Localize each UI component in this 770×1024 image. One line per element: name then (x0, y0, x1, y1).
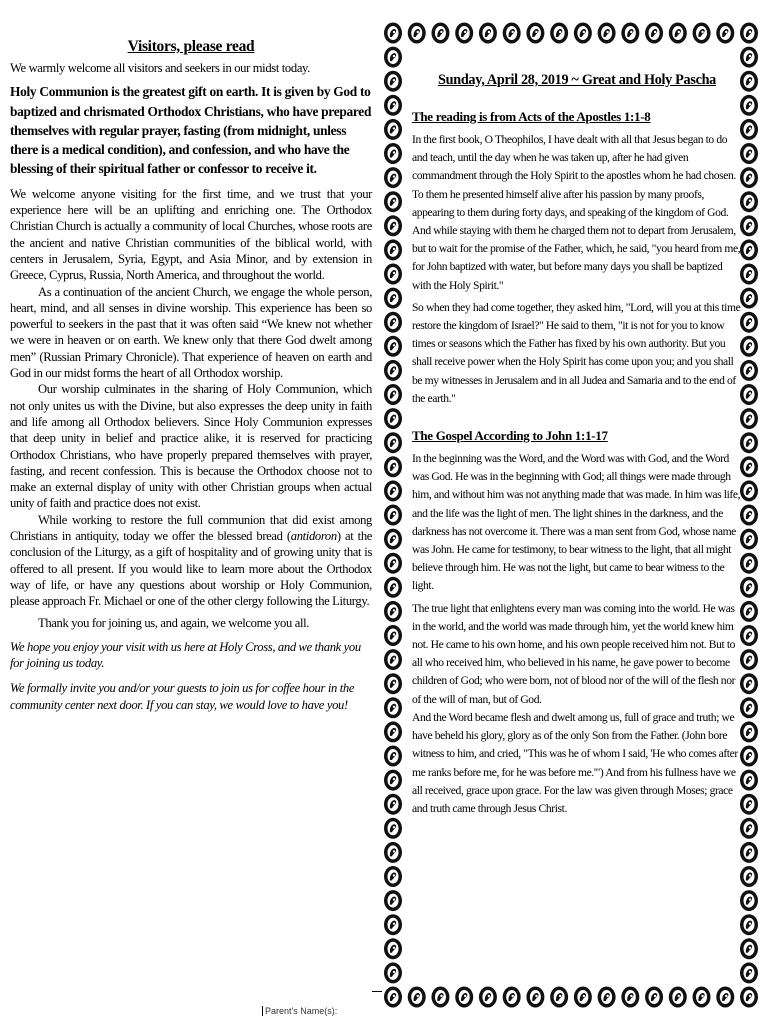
border-tile (740, 770, 758, 791)
coffee-hour-invite: We formally invite you and/or your guests to join us for coffee hour in the community center next door. If you can stay, we would love to have you! (10, 681, 355, 712)
border-tile (384, 215, 402, 236)
border-tile (740, 842, 758, 863)
border-tile (621, 987, 639, 1008)
john-paragraph-3: And the Word became flesh and dwelt among us, full of grace and truth; we have beheld his glory, glory as of the only Son from the Father. (John bore witness to him, and cried, "This was he of whom I said, 'He who comes after me ranks before me, for he was before me.'") And from his fullness have we all received, grace upon grace. For the law was given through Moses; grace and truth came through Jesus Christ. (412, 710, 738, 815)
visitors-column (10, 38, 372, 713)
border-tile (384, 71, 402, 92)
border-tile (384, 312, 402, 333)
border-tile (384, 794, 402, 815)
border-tile (740, 191, 758, 212)
border-tile (384, 529, 402, 550)
border-tile (384, 167, 402, 188)
john-paragraph-1: In the beginning was the Word, and the Word was with God, and the Word was God. He was in the beginning with God; all things were made through him, and without him was not anything made that was made. In him was life, and the life was the light of men. The light shines in the darkness, and the darkness has not overcome it. There was a man sent from God, whose name was John. He came for testimony, to bear witness to the light, that all might believe through him. He was not the light, but came to bear witness to the light. (412, 452, 741, 593)
border-tile (740, 914, 758, 935)
gospel-heading: The Gospel According to John 1:1-17 (412, 428, 608, 444)
welcome-line: We warmly welcome all visitors and seekers in our midst today. (10, 61, 310, 75)
border-tile (740, 697, 758, 718)
border-tile (740, 336, 758, 357)
border-tile (740, 456, 758, 477)
border-tile (693, 987, 711, 1008)
border-tile (598, 987, 616, 1008)
border-tile (384, 601, 402, 622)
border-tile (384, 625, 402, 646)
border-tile (693, 23, 711, 44)
border-tile (550, 23, 568, 44)
antidoron-word: antidoron (290, 529, 337, 544)
border-tile (740, 601, 758, 622)
border-tile (740, 384, 758, 405)
border-tile (384, 480, 402, 501)
parents-name-label: Parent's Name(s): (262, 1006, 337, 1016)
border-tile (384, 649, 402, 670)
border-tile (384, 288, 402, 309)
border-tile (574, 23, 592, 44)
border-tile (740, 529, 758, 550)
border-tile (455, 23, 473, 44)
border-tile (716, 987, 734, 1008)
border-tile (740, 649, 758, 670)
border-tile (740, 408, 758, 429)
border-tile (384, 47, 402, 68)
border-tile (740, 553, 758, 574)
border-tile (740, 47, 758, 68)
border-tile (384, 95, 402, 116)
communion-statement: Holy Communion is the greatest gift on earth. It is given by God to baptized and chrismated Orthodox Christians, who have prepared themselves with regular prayer, fasting (from midnight, unless there is a medical condition), and confession, and who have the blessing of their spiritual father or confessor to receive it. (10, 84, 372, 177)
border-tile (740, 962, 758, 983)
border-tile (455, 987, 473, 1008)
border-tile (740, 577, 758, 598)
border-tile (740, 119, 758, 140)
border-tile (740, 866, 758, 887)
border-tile (384, 505, 402, 526)
border-tile (408, 987, 426, 1008)
border-tile (740, 312, 758, 333)
border-tile (740, 71, 758, 92)
border-tile (384, 432, 402, 453)
border-tile (384, 697, 402, 718)
border-tile (384, 842, 402, 863)
border-tile (740, 721, 758, 742)
border-tile (740, 360, 758, 381)
border-tile (740, 746, 758, 767)
border-tile (503, 23, 521, 44)
readings-frame (382, 22, 760, 1008)
border-tile (384, 577, 402, 598)
border-tile (384, 264, 402, 285)
border-tile (526, 23, 544, 44)
border-tile (384, 408, 402, 429)
border-tile (384, 384, 402, 405)
border-tile (740, 480, 758, 501)
border-tile (479, 987, 497, 1008)
worship-paragraph: As a continuation of the ancient Church, we engage the whole person, heart, mind, and all senses in divine worship. This experience has been so powerful to seekers in the past that it was often said “We knew not whether we were in heaven or on earth. We knew only that there God dwelt among men” (Russian Primary Chronicle). That experience of heaven on earth and God in our midst forms the heart of all Orthodox worship. (10, 284, 372, 381)
border-tile (384, 987, 402, 1008)
border-tile (384, 673, 402, 694)
border-tile (503, 987, 521, 1008)
border-tile (550, 987, 568, 1008)
border-tile (645, 987, 663, 1008)
border-tile (384, 360, 402, 381)
border-tile (384, 746, 402, 767)
readings-column (412, 72, 742, 818)
john-paragraph-2: The true light that enlightens every man was coming into the world. He was in the world, and the world was made through him, yet the world knew him not. He came to his own home, and his own people received him not. But to all who received him, who believed in his name, he gave power to become children of God; who were born, not of blood nor of the will of the flesh nor of the will of man, but of God. (412, 601, 736, 706)
antidoron-text-a: While working to restore the full communion that did exist among Christians in antiquity, today we offer the blessed bread ( (10, 512, 372, 544)
border-tile (384, 191, 402, 212)
border-tile (740, 432, 758, 453)
epistle-heading: The reading is from Acts of the Apostles 1:1-8 (412, 109, 651, 124)
border-tile (645, 23, 663, 44)
border-tile (574, 987, 592, 1008)
separator-dash (372, 991, 382, 992)
service-date-title: Sunday, April 28, 2019 ~ Great and Holy Pascha (438, 72, 716, 88)
border-tile (384, 721, 402, 742)
acts-paragraph-2: So when they had come together, they asked him, "Lord, will you at this time restore the kingdom of Israel?" He said to them, "it is not for you to know times or seasons which the Father has fixed by his own authority. But you shall receive power when the Holy Spirit has come upon you; and you shall be my witnesses in Jerusalem and in all Judea and Samaria and to the end of the earth." (412, 300, 741, 405)
border-tile (408, 23, 426, 44)
border-tile (740, 505, 758, 526)
border-tile (384, 239, 402, 260)
border-tile (740, 264, 758, 285)
border-tile (740, 625, 758, 646)
border-tile (740, 890, 758, 911)
border-tile (384, 143, 402, 164)
border-tile (740, 288, 758, 309)
border-tile (384, 818, 402, 839)
visitors-title: Visitors, please read (127, 38, 255, 55)
border-tile (431, 23, 449, 44)
communion-paragraph: Our worship culminates in the sharing of Holy Communion, which not only unites us with the Divine, but also expresses the deep unity in faith and life among all Orthodox believers. Since Holy Communion expresses that deep unity in belief and practice alike, it is reserved for practicing Orthodox Christians, who have properly prepared themselves with prayer, fasting, and recent confession. This is because the Orthodox choose not to make an external display of unity with other Christian groups when actual unity of faith and practice does not exist. (10, 382, 372, 511)
border-tile (384, 866, 402, 887)
border-tile (740, 818, 758, 839)
border-tile (740, 95, 758, 116)
border-tile (384, 914, 402, 935)
antidoron-text-b: ) at the conclusion of the Liturgy, as a gift of hospitality and of growing unity that is offered to all present. If you would like to learn more about the Orthodox way of life, or have any questions about worship or Holy Communion, please approach Fr. Michael or one of the other clergy following the Liturgy. (10, 529, 373, 609)
border-tile (740, 987, 758, 1008)
thank-you-line: Thank you for joining us, and again, we welcome you all. (38, 615, 310, 630)
visit-note: We hope you enjoy your visit with us here at Holy Cross, and we thank you for joining us today. (10, 639, 361, 671)
border-tile (384, 938, 402, 959)
border-tile (431, 987, 449, 1008)
border-tile (526, 987, 544, 1008)
border-tile (384, 336, 402, 357)
border-tile (740, 167, 758, 188)
border-tile (740, 23, 758, 44)
border-tile (740, 938, 758, 959)
intro-paragraph: We welcome anyone visiting for the first time, and we trust that your experience here will be an uplifting and enriching one. The Orthodox Christian Church is actually a community of local Churches, whose roots are the ancient and native Christian communities of the biblical world, with centers in Jerusalem, Syria, Egypt, and Asia Minor, and by extension in Greece, Cyprus, Russia, North America, and throughout the world. (10, 186, 372, 283)
border-tile (669, 987, 687, 1008)
acts-paragraph-1: In the first book, O Theophilos, I have dealt with all that Jesus began to do and teach, until the day when he was taken up, after he had given commandment through the Holy Spirit to the apostles whom he had chosen. To them he presented himself alive after his passion by many proofs, appearing to them during forty days, and speaking of the kingdom of God. And while staying with them he charged them not to depart from Jerusalem, but to wait for the promise of the Father, which, he said, "you heard from me, for John baptized with water, but before many days you shall be baptized with the Holy Spirit." (412, 133, 741, 292)
border-tile (740, 239, 758, 260)
border-tile (384, 553, 402, 574)
border-tile (669, 23, 687, 44)
antidoron-paragraph (10, 512, 372, 610)
border-tile (740, 215, 758, 236)
border-tile (479, 23, 497, 44)
border-tile (740, 143, 758, 164)
border-tile (384, 456, 402, 477)
border-tile (740, 794, 758, 815)
border-tile (740, 673, 758, 694)
border-tile (384, 890, 402, 911)
border-tile (384, 962, 402, 983)
border-tile (598, 23, 616, 44)
border-tile (384, 23, 402, 44)
border-tile (716, 23, 734, 44)
border-tile (384, 770, 402, 791)
border-tile (384, 119, 402, 140)
border-tile (621, 23, 639, 44)
